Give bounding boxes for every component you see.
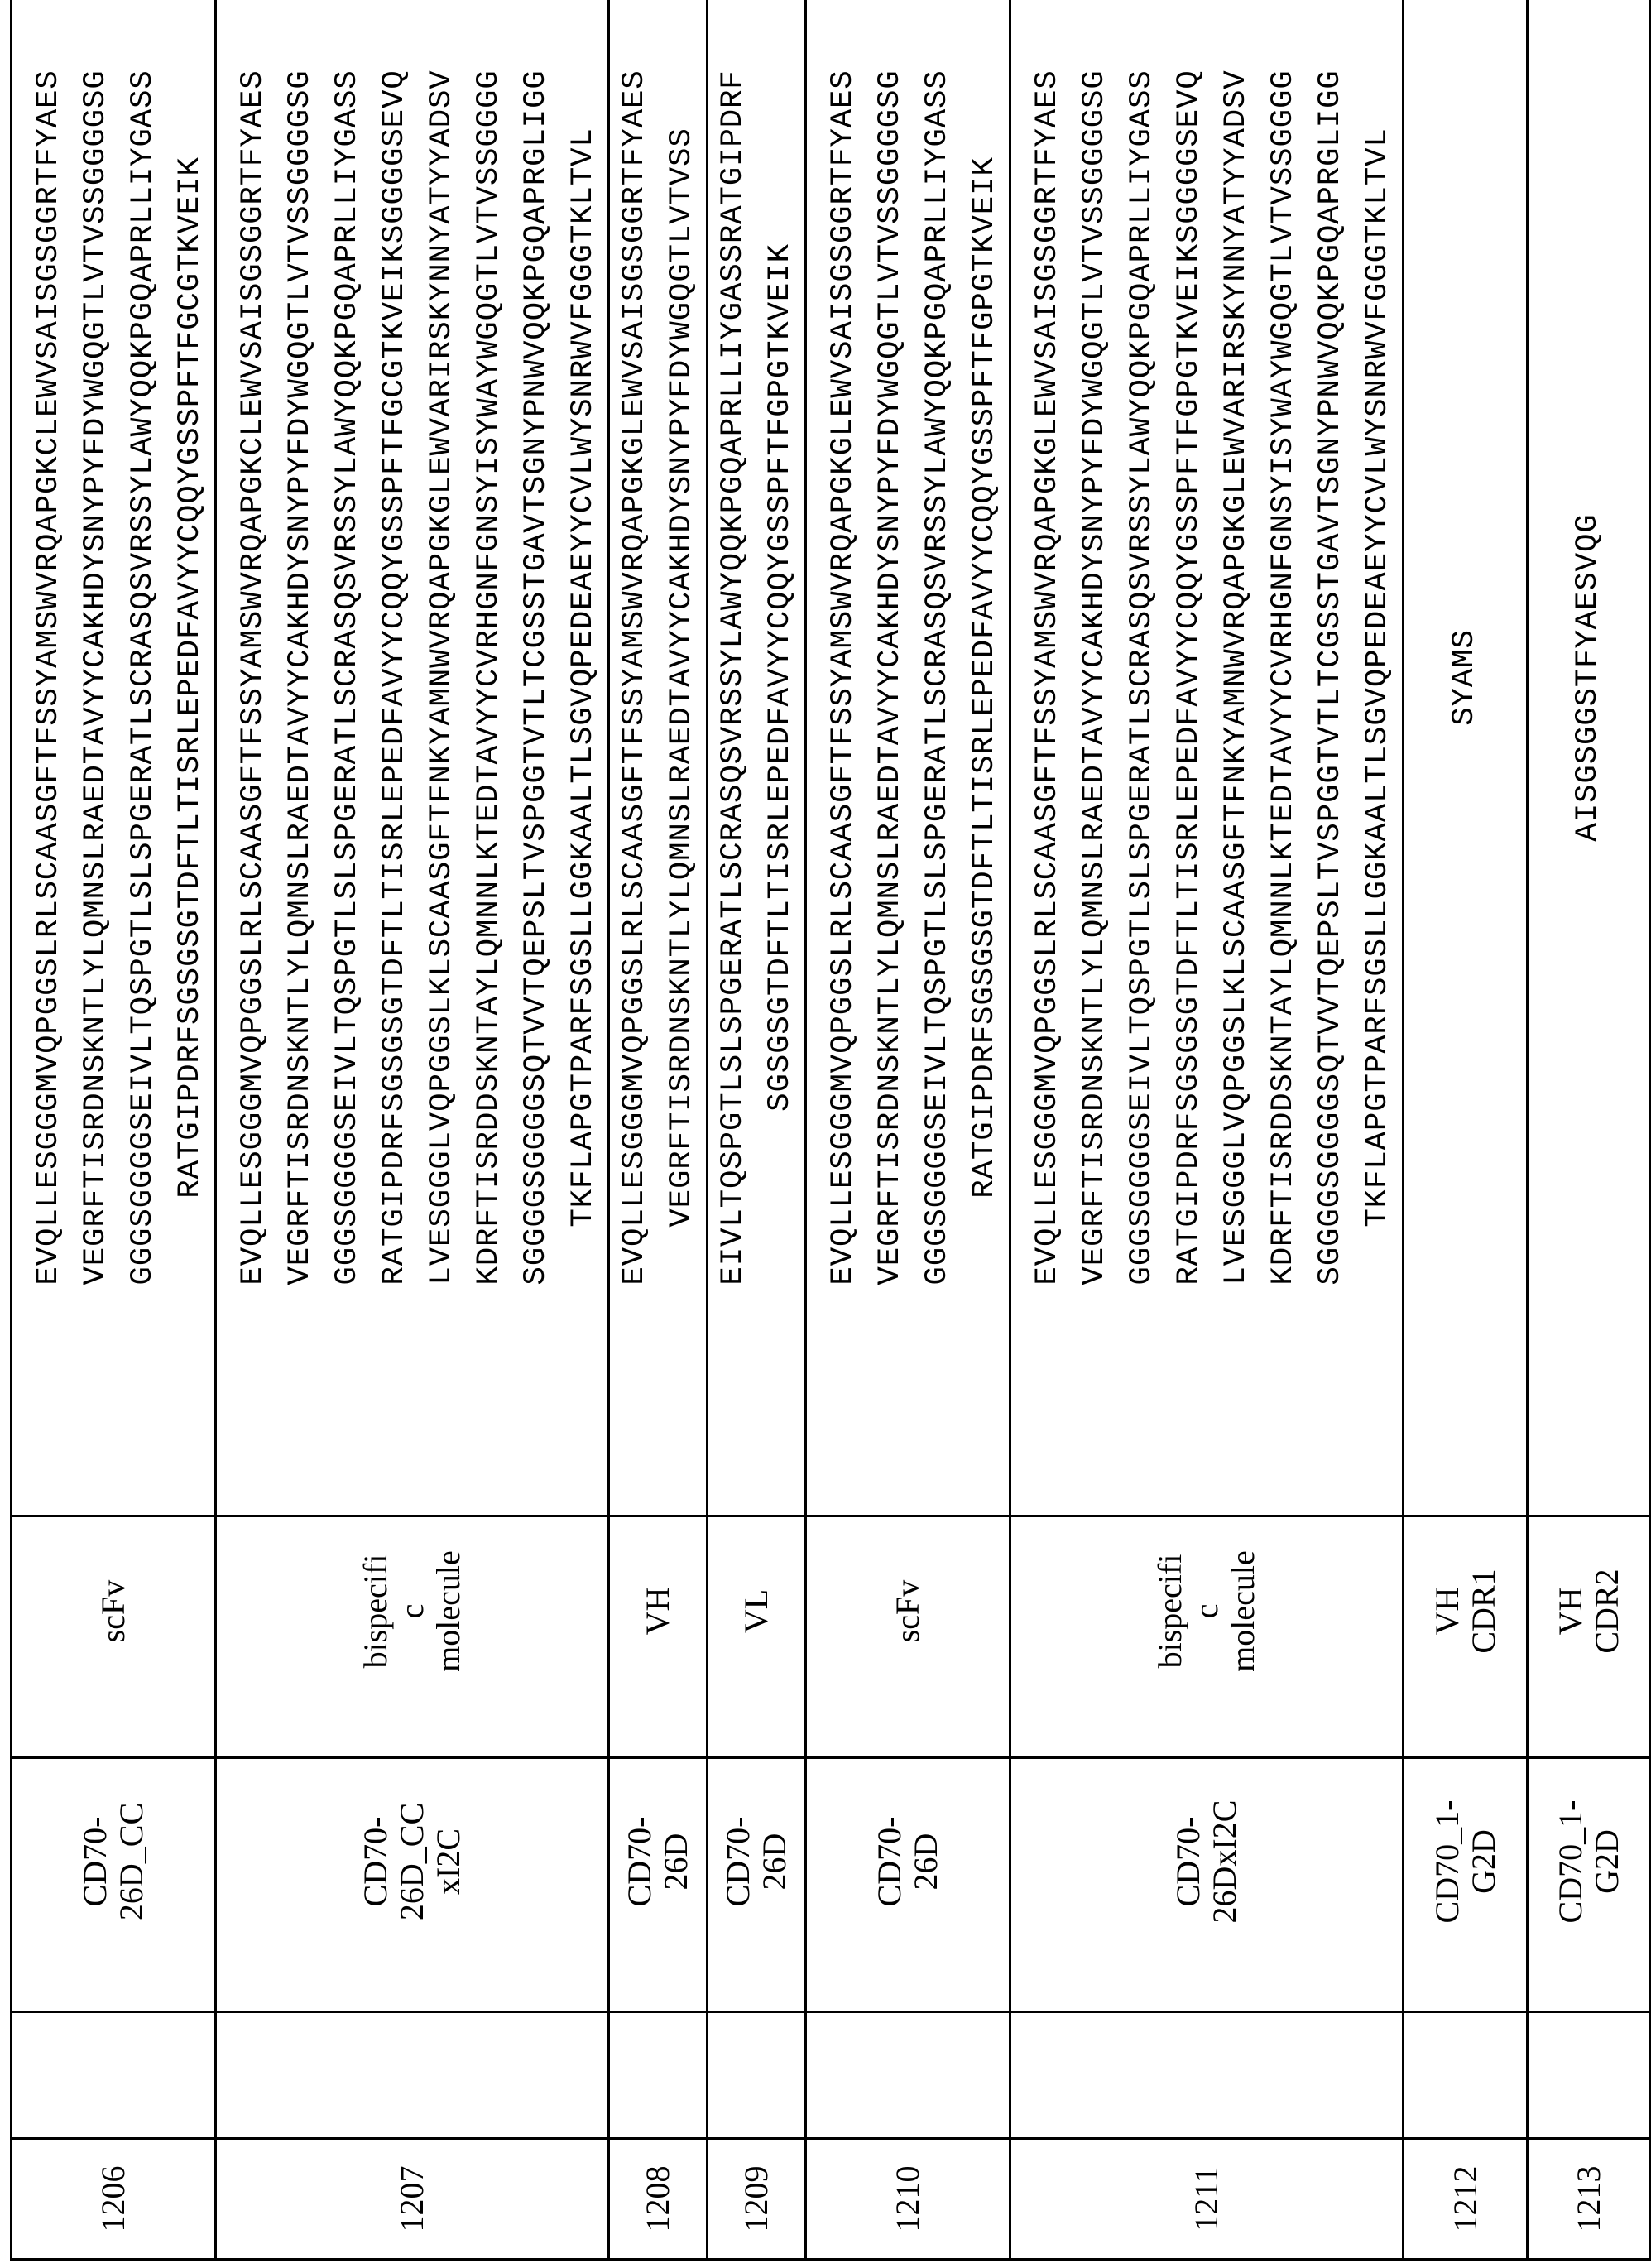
seq-id-cell [12, 2139, 216, 2260]
molecule-type-cell [216, 1516, 609, 1758]
sequence-line: LVESGGGLVQPGGSLKLSCAASGFTFNKYAMNWVRQAPGKGLEWVARIRSKYNNYATYYADSV [1219, 70, 1254, 1285]
sequence-cell [1404, 0, 1528, 1516]
molecule-name: CD70_1- [1428, 1800, 1466, 1924]
rotated-page [10, 10, 1625, 2261]
molecule-type-cell [806, 1516, 1010, 1758]
designation-cell [216, 2012, 609, 2139]
seq-id-cell [1010, 2139, 1404, 2260]
molecule-name: CD70_1- [1551, 1800, 1589, 1924]
sequence-cell [216, 0, 609, 1516]
molecule-type: scFv [94, 1579, 132, 1643]
seq-id: 1213 [1569, 2165, 1607, 2232]
sequence-cell [609, 0, 708, 1516]
seq-id: 1209 [737, 2165, 775, 2232]
sequence-line: GGGSGGGGSEIVLTQSPGTLSLSPGERATLSCRASQSVRSSYLAWYQQKPGQAPRLLIYGASS [920, 70, 955, 1285]
table-row [1528, 0, 1650, 2260]
sequence-line: EVQLLESGGGMVQPGGSLRLSCAASGFTFSSYAMSWVRQAPGKCLEWVSAISGSGGRTFYAES [236, 70, 271, 1285]
molecule-name: CD70- [719, 1816, 756, 1907]
molecule-type: CDR2 [1587, 1569, 1625, 1654]
designation-cell [12, 2012, 216, 2139]
sequence-line: EVQLLESGGGMVQPGGSLRLSCAASGFTFSSYAMSWVRQAPGKGLEWVSAISGSGGRTFYAES [617, 70, 652, 1285]
sequence-line: GGGSGGGGSEIVLTQSPGTLSLSPGERATLSCRASQSVRSSYLAWYQQKPGQAPRLLIYGASS [126, 70, 161, 1285]
molecule-name-cell [708, 1758, 806, 2012]
seq-id-cell [1404, 2139, 1528, 2260]
seq-id-cell [708, 2139, 806, 2260]
molecule-name-cell [1404, 1758, 1528, 2012]
sequence-cell [708, 0, 806, 1516]
sequence-line: KDRFTISRDDSKNTAYLQMNNLKTEDTAVYYCVRHGNFGNSYISYWAYWGQGTLVTVSSGGGG [1266, 70, 1301, 1285]
sequence-line: VEGRFTISRDNSKNTLYLQMNSLRAEDTAVYYCAKHDYSNYPYFDYWGQGTLVTVSSGGGGSG [873, 70, 908, 1285]
sequence-line: SGSGSGTDFTLTISRLEPEDFAVYYCQQYGSSPFTFGPGTKVEIK [763, 243, 798, 1112]
molecule-name: CD70- [76, 1816, 113, 1907]
molecule-name: 26D_CC [113, 1802, 150, 1921]
molecule-name: CD70- [1169, 1816, 1207, 1907]
sequence-line: SGGGGSGGGGSQTVVTQEPSLTVSPGGTVTLTCGSSTGAVTSGNYPNWVQQKPGQAPRGLIGG [519, 70, 554, 1285]
seq-id-cell [806, 2139, 1010, 2260]
molecule-type-cell [1010, 1516, 1404, 1758]
sequence-line: SGGGGSGGGGSQTVVTQEPSLTVSPGGTVTLTCGSSTGAVTSGNYPNWVQQKPGQAPRGLIGG [1313, 70, 1348, 1285]
sequence-cell [12, 0, 216, 1516]
sequence-line: EVQLLESGGGMVQPGGSLRLSCAASGFTFSSYAMSWVRQAPGKCLEWVSAISGSGGRTFYAES [31, 70, 66, 1285]
molecule-name: G2D [1587, 1829, 1625, 1894]
sequence-cell [1528, 0, 1650, 1516]
sequence-line: LVESGGGLVQPGGSLKLSCAASGFTFNKYAMNWVRQAPGKGLEWVARIRSKYNNYATYYADSV [425, 70, 459, 1285]
table-row [806, 0, 1010, 2260]
sequence-line: EIVLTQSPGTLSLSPGERATLSCRASQSVRSSYLAWYQQKPGQAPRLLIYGASSRATGIPDRF [716, 70, 751, 1285]
molecule-name: 26D [756, 1833, 793, 1891]
table-row [708, 0, 806, 2260]
seq-id: 1210 [889, 2165, 926, 2232]
molecule-type: scFv [889, 1579, 926, 1643]
molecule-type: VH [1551, 1587, 1589, 1636]
molecule-type: VH [1428, 1587, 1466, 1636]
molecule-name-cell [216, 1758, 609, 2012]
seq-id: 1207 [393, 2165, 430, 2232]
table-row [12, 0, 216, 2260]
sequence-line: TKFLAPGTPARFSGSLLGGKAALTLSGVQPEDEAEYYCVLWYSNRWVFGGGTKLTVL [1361, 127, 1395, 1228]
molecule-name: 26DxI2C [1206, 1800, 1243, 1924]
molecule-type-cell [609, 1516, 708, 1758]
molecule-type: c [393, 1603, 430, 1619]
seq-id-cell [609, 2139, 708, 2260]
molecule-name-cell [1010, 1758, 1404, 2012]
seq-id: 1206 [94, 2165, 132, 2232]
molecule-type: molecule [430, 1550, 467, 1672]
seq-id: 1212 [1446, 2165, 1484, 2232]
molecule-type: VH [639, 1587, 676, 1636]
molecule-name: G2D [1464, 1829, 1502, 1894]
designation-cell [609, 2012, 708, 2139]
molecule-type: bispecifi [1151, 1554, 1188, 1669]
sequence-line: SYAMS [1447, 629, 1482, 726]
sequence-line: RATGIPDRFSGSGSGTDFTLTISRLEPEDFAVYYCQQYGSSPFTFGPGTKVEIK [967, 156, 1002, 1199]
sequence-line: VEGRFTISRDNSKNTLYLQMNSLRAEDTAVYYCAKHDYSNYPYFDYWGQGTLVTVSSGGGGSG [1077, 70, 1112, 1285]
molecule-type: VL [737, 1588, 775, 1634]
sequence-line: EVQLLESGGGMVQPGGSLRLSCAASGFTFSSYAMSWVRQAPGKGLEWVSAISGSGGRTFYAES [826, 70, 861, 1285]
molecule-name-cell [806, 1758, 1010, 2012]
designation-cell [1404, 2012, 1528, 2139]
molecule-type-cell [12, 1516, 216, 1758]
molecule-type-cell [708, 1516, 806, 1758]
sequence-line: RATGIPDRFSGSGSGTDFTLTISRLEPEDFAVYYCQQYGSSPFTFGPGTKVEIKSGGGGSEVQ [1172, 70, 1207, 1285]
designation-cell [708, 2012, 806, 2139]
seq-id: 1208 [639, 2165, 676, 2232]
seq-id: 1211 [1188, 2166, 1225, 2232]
molecule-type-cell [1528, 1516, 1650, 1758]
molecule-name: xI2C [430, 1828, 467, 1895]
table-row [1010, 0, 1404, 2260]
molecule-name: 26D [657, 1833, 694, 1891]
designation-cell [1528, 2012, 1650, 2139]
sequence-cell [1010, 0, 1404, 1516]
table-row [609, 0, 708, 2260]
molecule-type: c [1188, 1603, 1225, 1619]
molecule-type: bispecifi [357, 1554, 394, 1669]
sequence-line: KDRFTISRDDSKNTAYLQMNNLKTEDTAVYYCVRHGNFGNSYISYWAYWGQGTLVTVSSGGGG [472, 70, 506, 1285]
sequence-line: AISGSGGSTFYAESVQG [1571, 513, 1605, 842]
molecule-name-cell [1528, 1758, 1650, 2012]
molecule-type: CDR1 [1464, 1569, 1502, 1654]
molecule-name-cell [609, 1758, 708, 2012]
sequence-line: VEGRFTISRDNSKNTLYLQMNSLRAEDTAVYYCAKHDYSNYPYFDYWGQGTLVTVSSGGGGSG [283, 70, 318, 1285]
table-row [216, 0, 609, 2260]
molecule-name: CD70- [357, 1816, 394, 1907]
designation-cell [806, 2012, 1010, 2139]
sequence-line: VEGRFTISRDNSKNTLYLQMNSLRAEDTAVYYCAKHDYSNYPYFDYWGQGTLVTVSSGGGGSG [79, 70, 113, 1285]
molecule-type-cell [1404, 1516, 1528, 1758]
sequence-line: TKFLAPGTPARFSGSLLGGKAALTLSGVQPEDEAEYYCVLWYSNRWVFGGGTKLTVL [566, 127, 601, 1228]
sequence-line: VEGRFTISRDNSKNTLYLQMNSLRAEDTAVYYCAKHDYSNYPYFDYWGQGTLVTVSS [665, 127, 699, 1228]
sequence-table [10, 0, 1651, 2261]
molecule-name-cell [12, 1758, 216, 2012]
sequence-cell [806, 0, 1010, 1516]
seq-id-cell [1528, 2139, 1650, 2260]
sequence-line: RATGIPDRFSGSGSGTDFTLTISRLEPEDFAVYYCQQYGSSPFTFGCGTKVEIK [173, 156, 208, 1199]
molecule-type: molecule [1224, 1550, 1261, 1672]
sequence-line: GGGSGGGGSEIVLTQSPGTLSLSPGERATLSCRASQSVRSSYLAWYQQKPGQAPRLLIYGASS [330, 70, 365, 1285]
seq-id-cell [216, 2139, 609, 2260]
sequence-line: RATGIPDRFSGSGSGTDFTLTISRLEPEDFAVYYCQQYGSSPFTFGCGTKVEIKSGGGGSEVQ [377, 70, 412, 1285]
designation-cell [1010, 2012, 1404, 2139]
molecule-name: 26D [907, 1833, 944, 1891]
molecule-name: 26D_CC [393, 1802, 430, 1921]
molecule-name: CD70- [621, 1816, 658, 1907]
table-row [1404, 0, 1528, 2260]
sequence-line: GGGSGGGGSEIVLTQSPGTLSLSPGERATLSCRASQSVRSSYLAWYQQKPGQAPRLLIYGASS [1125, 70, 1159, 1285]
molecule-name: CD70- [871, 1816, 908, 1907]
sequence-line: EVQLLESGGGMVQPGGSLRLSCAASGFTFSSYAMSWVRQAPGKGLEWVSAISGSGGRTFYAES [1030, 70, 1065, 1285]
